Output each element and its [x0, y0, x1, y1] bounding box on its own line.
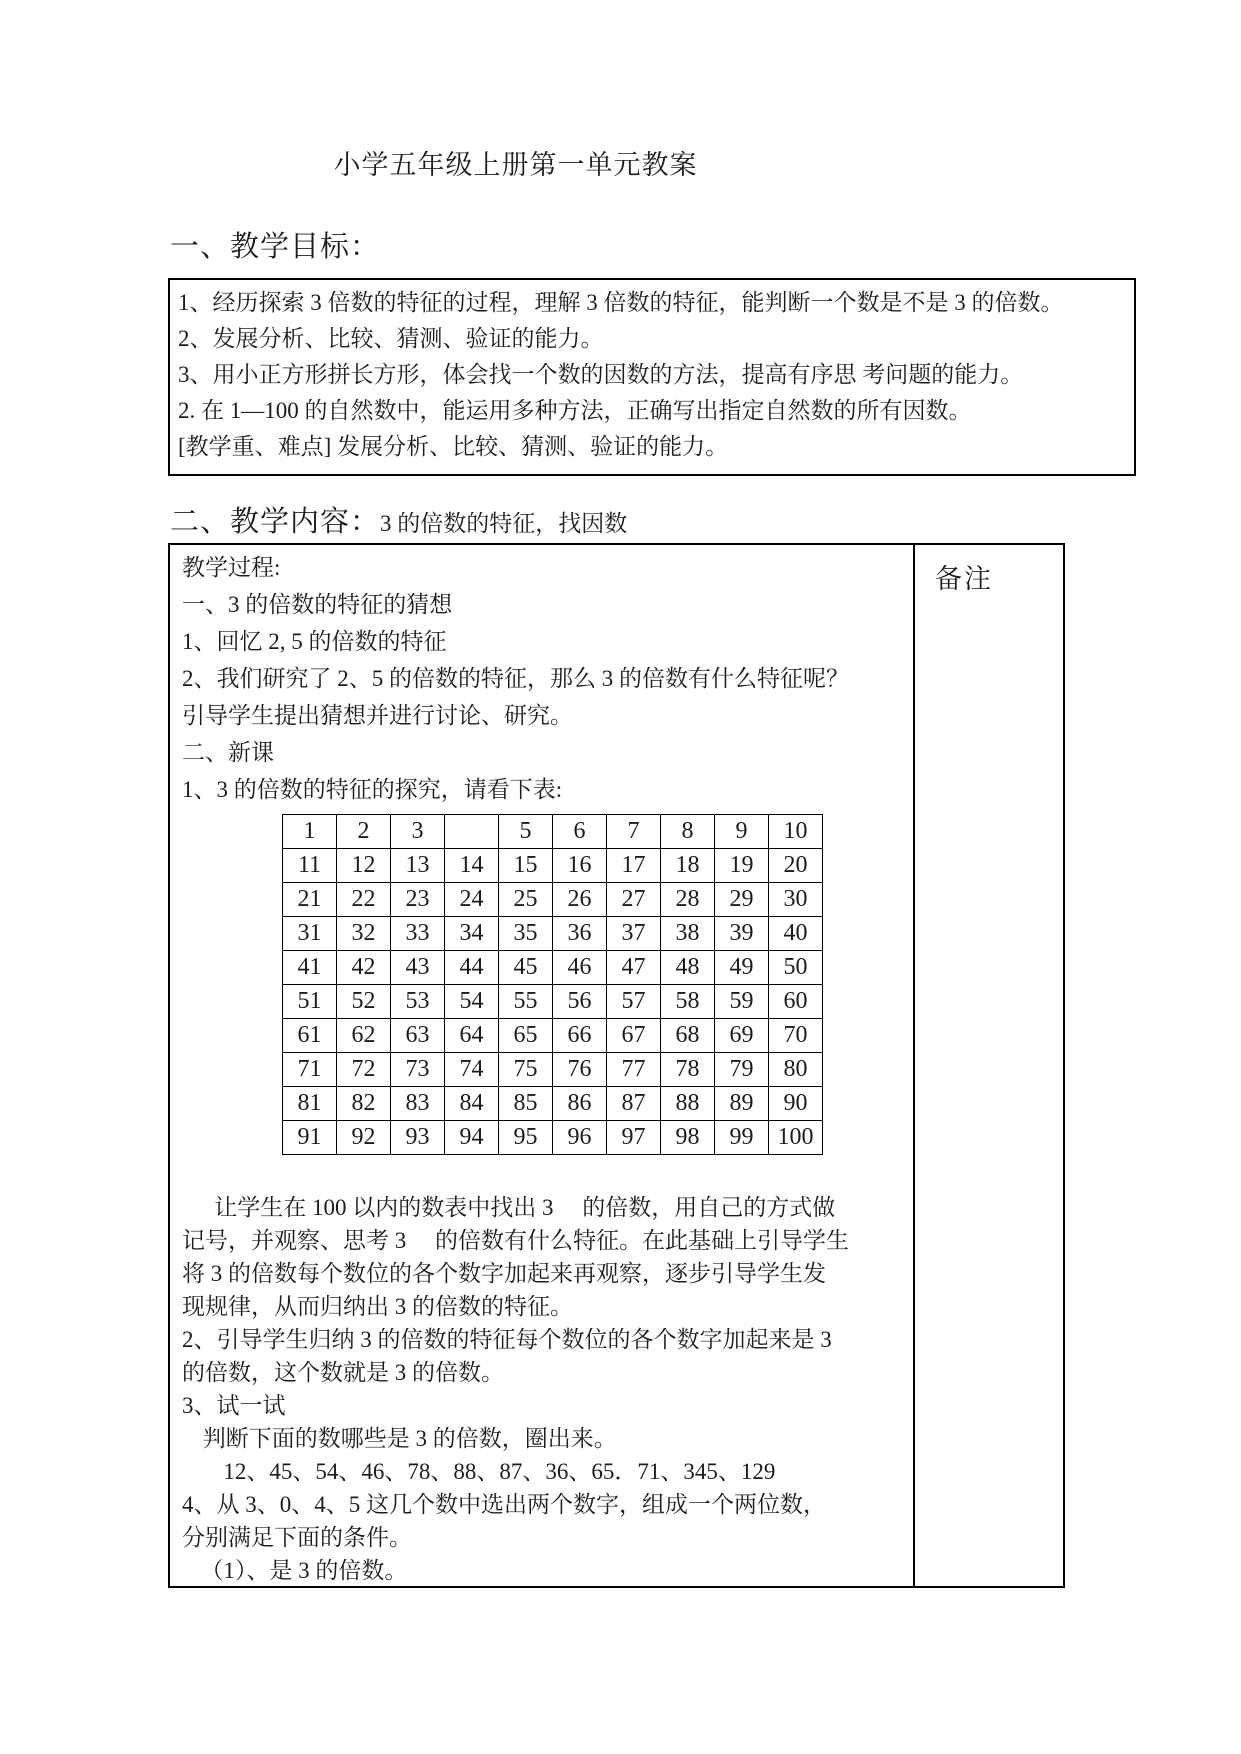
grid-cell: 39: [715, 917, 769, 951]
grid-cell: 97: [607, 1121, 661, 1155]
grid-cell: 81: [283, 1087, 337, 1121]
grid-cell: 18: [661, 849, 715, 883]
hundred-number-grid: [282, 814, 823, 1155]
grid-cell: 32: [337, 917, 391, 951]
grid-row: [283, 1087, 823, 1121]
grid-cell: 28: [661, 883, 715, 917]
grid-cell: 15: [499, 849, 553, 883]
grid-cell: 42: [337, 951, 391, 985]
grid-cell: 40: [769, 917, 823, 951]
grid-cell: 100: [769, 1121, 823, 1155]
process-line: 2、引导学生归纳 3 的倍数的特征每个数位的各个数字加起来是 3: [182, 1327, 832, 1352]
document-title: 小学五年级上册第一单元教案: [333, 150, 698, 180]
remark-cell: [915, 545, 1063, 1586]
process-line: 记号，并观察、思考 3 的倍数有什么特征。在此基础上引导学生: [182, 1228, 849, 1253]
grid-cell: 47: [607, 951, 661, 985]
grid-row: [283, 951, 823, 985]
grid-cell: 19: [715, 849, 769, 883]
grid-cell: 52: [337, 985, 391, 1019]
grid-cell: 16: [553, 849, 607, 883]
grid-cell: 61: [283, 1019, 337, 1053]
grid-cell: 70: [769, 1019, 823, 1053]
objective-line: [教学重、难点] 发展分析、比较、猜测、验证的能力。: [178, 434, 729, 459]
grid-cell: 84: [445, 1087, 499, 1121]
lesson-process-table: [168, 543, 1065, 1588]
grid-cell: 67: [607, 1019, 661, 1053]
grid-cell: 49: [715, 951, 769, 985]
process-line: 3、试一试: [182, 1393, 286, 1418]
remark-header: 备注: [935, 564, 993, 594]
grid-cell: 27: [607, 883, 661, 917]
grid-cell: 75: [499, 1053, 553, 1087]
grid-cell: 68: [661, 1019, 715, 1053]
grid-row: [283, 815, 823, 849]
grid-cell: 46: [553, 951, 607, 985]
grid-cell: 29: [715, 883, 769, 917]
content-heading-topic: 3 的倍数的特征，找因数: [380, 511, 628, 536]
grid-cell: 21: [283, 883, 337, 917]
grid-cell: 72: [337, 1053, 391, 1087]
grid-cell: 54: [445, 985, 499, 1019]
grid-cell: 90: [769, 1087, 823, 1121]
grid-cell: 89: [715, 1087, 769, 1121]
grid-cell: 65: [499, 1019, 553, 1053]
grid-cell: 38: [661, 917, 715, 951]
grid-cell: 78: [661, 1053, 715, 1087]
grid-cell: 88: [661, 1087, 715, 1121]
grid-cell: 35: [499, 917, 553, 951]
grid-cell: 92: [337, 1121, 391, 1155]
process-line: 4、从 3、0、4、5 这几个数中选出两个数字，组成一个两位数，: [182, 1492, 826, 1517]
grid-cell: 62: [337, 1019, 391, 1053]
grid-cell: 66: [553, 1019, 607, 1053]
process-line: 将 3 的倍数每个数位的各个数字加起来再观察，逐步引导学生发: [182, 1261, 826, 1286]
grid-cell: 87: [607, 1087, 661, 1121]
grid-cell: [445, 815, 499, 849]
grid-cell: 96: [553, 1121, 607, 1155]
process-text-before-grid: [182, 549, 903, 808]
grid-cell: 94: [445, 1121, 499, 1155]
grid-cell: 95: [499, 1121, 553, 1155]
grid-cell: 71: [283, 1053, 337, 1087]
grid-cell: 82: [337, 1087, 391, 1121]
grid-row: [283, 883, 823, 917]
grid-cell: 3: [391, 815, 445, 849]
grid-cell: 26: [553, 883, 607, 917]
grid-row: [283, 917, 823, 951]
grid-cell: 45: [499, 951, 553, 985]
grid-cell: 50: [769, 951, 823, 985]
grid-cell: 91: [283, 1121, 337, 1155]
process-line: 引导学生提出猜想并进行讨论、研究。: [182, 703, 573, 728]
process-cell: [170, 545, 915, 1586]
grid-row: [283, 1121, 823, 1155]
grid-cell: 20: [769, 849, 823, 883]
grid-cell: 77: [607, 1053, 661, 1087]
grid-cell: 44: [445, 951, 499, 985]
grid-cell: 86: [553, 1087, 607, 1121]
grid-cell: 24: [445, 883, 499, 917]
objective-line: 2、发展分析、比较、猜测、验证的能力。: [178, 326, 604, 351]
objective-line: 2. 在 1—100 的自然数中，能运用多种方法，正确写出指定自然数的所有因数。: [178, 398, 972, 423]
process-line: 12、45、54、46、78、88、87、36、65．71、345、129: [223, 1459, 776, 1484]
grid-cell: 31: [283, 917, 337, 951]
objectives-box: [168, 278, 1136, 476]
content-heading: [170, 499, 627, 540]
grid-cell: 23: [391, 883, 445, 917]
grid-cell: 43: [391, 951, 445, 985]
grid-row: [283, 849, 823, 883]
grid-cell: 55: [499, 985, 553, 1019]
grid-cell: 41: [283, 951, 337, 985]
grid-cell: 36: [553, 917, 607, 951]
grid-cell: 34: [445, 917, 499, 951]
grid-cell: 25: [499, 883, 553, 917]
process-line: 现规律，从而归纳出 3 的倍数的特征。: [182, 1294, 573, 1319]
grid-cell: 60: [769, 985, 823, 1019]
grid-cell: 56: [553, 985, 607, 1019]
grid-cell: 69: [715, 1019, 769, 1053]
process-line: 教学过程:: [182, 555, 281, 580]
process-line: 让学生在 100 以内的数表中找出 3 的倍数，用自己的方式做: [214, 1195, 836, 1220]
grid-cell: 48: [661, 951, 715, 985]
process-line: 1、回忆 2, 5 的倍数的特征: [182, 629, 447, 654]
grid-cell: 64: [445, 1019, 499, 1053]
process-text-after-grid: [182, 1191, 903, 1587]
grid-cell: 83: [391, 1087, 445, 1121]
grid-cell: 7: [607, 815, 661, 849]
grid-cell: 33: [391, 917, 445, 951]
process-line: 的倍数，这个数就是 3 的倍数。: [182, 1360, 504, 1385]
grid-cell: 9: [715, 815, 769, 849]
grid-cell: 14: [445, 849, 499, 883]
grid-cell: 12: [337, 849, 391, 883]
grid-row: [283, 1019, 823, 1053]
objective-line: 3、用小正方形拼长方形，体会找一个数的因数的方法，提高有序思 考问题的能力。: [178, 362, 1024, 387]
process-line: 判断下面的数哪些是 3 的倍数，圈出来。: [202, 1426, 617, 1451]
grid-cell: 74: [445, 1053, 499, 1087]
grid-cell: 93: [391, 1121, 445, 1155]
objective-line: 1、经历探索 3 倍数的特征的过程，理解 3 倍数的特征，能判断一个数是不是 3 的倍数。: [178, 290, 1064, 315]
grid-cell: 13: [391, 849, 445, 883]
grid-cell: 63: [391, 1019, 445, 1053]
process-line: 二、新课: [182, 740, 274, 765]
grid-cell: 37: [607, 917, 661, 951]
grid-cell: 1: [283, 815, 337, 849]
grid-cell: 22: [337, 883, 391, 917]
grid-cell: 17: [607, 849, 661, 883]
process-line: 分别满足下面的条件。: [182, 1525, 412, 1550]
grid-cell: 79: [715, 1053, 769, 1087]
grid-cell: 51: [283, 985, 337, 1019]
grid-cell: 53: [391, 985, 445, 1019]
grid-cell: 6: [553, 815, 607, 849]
grid-cell: 98: [661, 1121, 715, 1155]
grid-row: [283, 1053, 823, 1087]
grid-cell: 2: [337, 815, 391, 849]
process-line: 2、我们研究了 2、5 的倍数的特征，那么 3 的倍数有什么特征呢？: [182, 666, 849, 691]
grid-row: [283, 985, 823, 1019]
grid-cell: 10: [769, 815, 823, 849]
grid-cell: 11: [283, 849, 337, 883]
content-heading-label: 二、教学内容：: [170, 506, 381, 538]
grid-cell: 57: [607, 985, 661, 1019]
process-line: 一、3 的倍数的特征的猜想: [182, 592, 453, 617]
grid-cell: 99: [715, 1121, 769, 1155]
grid-cell: 80: [769, 1053, 823, 1087]
grid-cell: 59: [715, 985, 769, 1019]
grid-cell: 85: [499, 1087, 553, 1121]
objectives-heading: 一、教学目标：: [170, 231, 381, 263]
process-line: （1）、是 3 的倍数。: [200, 1558, 408, 1583]
grid-cell: 58: [661, 985, 715, 1019]
grid-cell: 76: [553, 1053, 607, 1087]
process-line: 1、3 的倍数的特征的探究，请看下表:: [182, 777, 563, 802]
grid-cell: 5: [499, 815, 553, 849]
grid-cell: 30: [769, 883, 823, 917]
grid-cell: 73: [391, 1053, 445, 1087]
grid-cell: 8: [661, 815, 715, 849]
